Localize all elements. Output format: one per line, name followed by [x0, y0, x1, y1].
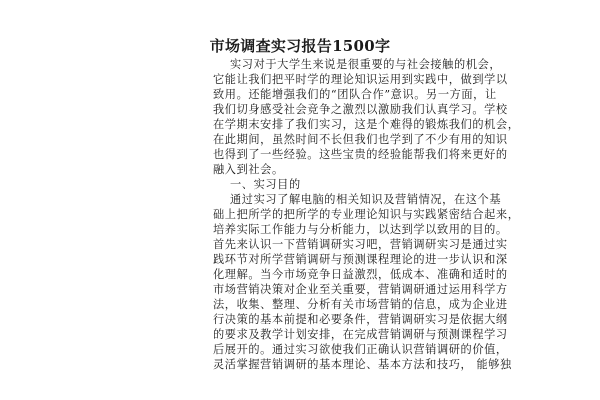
paragraph-line: 行决策的基本前提和必要条件，营销调研实习是依据大纲: [213, 313, 508, 326]
paragraph-line: 融入到社会。: [213, 163, 284, 176]
paragraph-line: 础上把所学的把所学的专业理论知识与实践紧密结合起来，: [213, 208, 520, 221]
paragraph-line: 我们切身感受社会竞争之激烈以激励我们认真学习。学校: [213, 103, 508, 116]
paragraph-line: 也得到了一些经验。这些宝贵的经验能帮我们将来更好的: [213, 148, 508, 161]
paragraph-line: 市场营销决策对企业至关重要，营销调研通过运用科学方: [213, 283, 508, 296]
paragraph-line: 致用。还能增强我们的“团队合作”意识。另一方面，让: [213, 88, 497, 101]
paragraph-line: 通过实习了解电脑的相关知识及营销情况，在这个基: [230, 193, 502, 206]
paragraph-line: 践环节对所学营销调研与预测课程理论的进一步认识和深: [213, 253, 508, 266]
paragraph-line: 首先来认识一下营销调研实习吧，营销调研实习是通过实: [213, 238, 508, 251]
section-heading: 一、实习目的: [230, 178, 301, 191]
paragraph-line: 在学期末安排了我们实习，这是个难得的锻炼我们的机会，: [213, 118, 520, 131]
paragraph-line: 的要求及教学计划安排，在完成营销调研与预测课程学习: [213, 328, 508, 341]
paragraph-line: 后展开的。通过实习欲使我们正确认识营销调研的价值，: [213, 343, 508, 356]
paragraph-line: 实习对于大学生来说是很重要的与社会接触的机会，: [230, 58, 502, 71]
paragraph-line: 在此期间，虽然时间不长但我们也学到了不少有用的知识: [213, 133, 508, 146]
paragraph-line: 它能让我们把平时学的理论知识运用到实践中，做到学以: [213, 73, 508, 86]
document-title: 市场调查实习报告1500字: [209, 37, 391, 55]
paragraph-line: 化理解。当今市场竞争日益激烈，低成本、准确和适时的: [213, 268, 508, 281]
paragraph-line: 法，收集、整理、分析有关市场营销的信息，成为企业进: [213, 298, 508, 311]
paragraph-line: 灵活掌握营销调研的基本理论、基本方法和技巧， 能够独: [213, 358, 512, 371]
paragraph-line: 培养实际工作能力与分析能力，以达到学以致用的目的。: [213, 223, 508, 236]
